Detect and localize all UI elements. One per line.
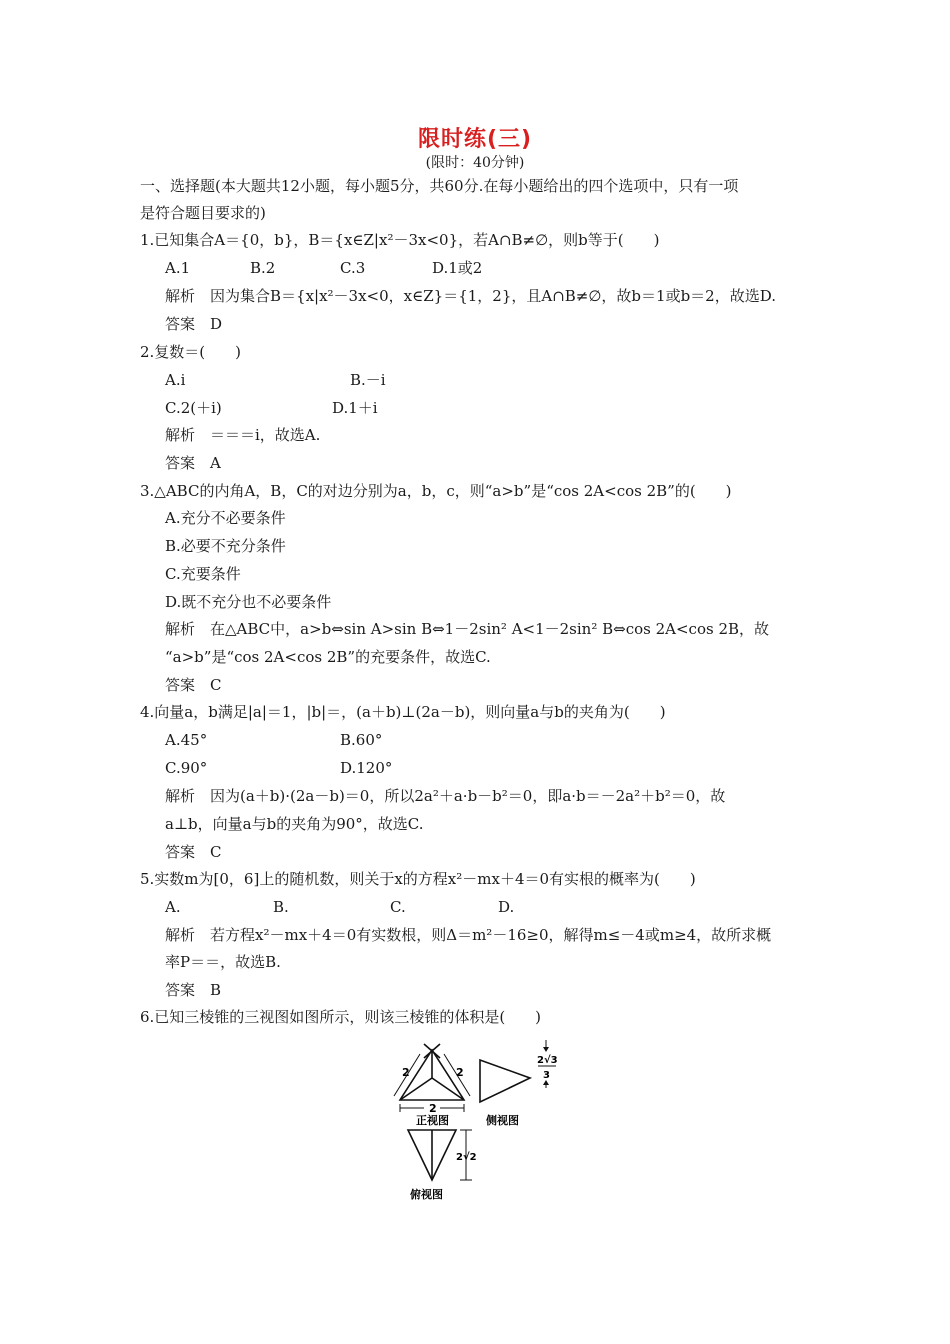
question-5-answer: 答案 B: [165, 981, 222, 999]
question-2-option-a: A.i: [165, 371, 186, 389]
question-3-option-a: A.充分不必要条件: [165, 509, 286, 527]
question-2-answer: 答案 A: [165, 454, 221, 472]
side-dimension-numerator: 2√3: [537, 1055, 558, 1066]
question-1-option-c: C.3: [340, 259, 366, 277]
question-1-answer: 答案 D: [165, 315, 223, 333]
top-dimension: 2√2: [456, 1152, 477, 1163]
question-6-stem: 6.已知三棱锥的三视图如图所示，则该三棱锥的体积是( ): [140, 1008, 542, 1026]
question-4-option-b: B.60°: [340, 731, 383, 749]
question-1-stem: 1.已知集合A＝{0，b}，B＝{x∈Z|x²－3x<0}，若A∩B≠∅，则b等于( ): [140, 231, 660, 249]
side-dimension-denominator: 3: [543, 1070, 550, 1081]
question-2-option-d: D.1＋i: [332, 399, 378, 417]
time-limit-subtitle: (限时：40分钟): [425, 155, 525, 171]
question-2-option-b: B.－i: [350, 371, 386, 389]
side-arrow-down-icon: [543, 1047, 549, 1052]
question-4-analysis-line-1: 解析 因为(a＋b)·(2a－b)＝0，所以2a²＋a·b－b²＝0，即a·b＝－2a²＋b²＝0，故: [165, 787, 726, 805]
question-3-stem: 3.△ABC的内角A，B，C的对边分别为a，b，c，则“a>b”是“cos 2A<cos 2B”的( ): [140, 482, 732, 500]
question-5-analysis-line-1: 解析 若方程x²－mx＋4＝0有实数根，则Δ＝m²－16≥0，解得m≤－4或m≥4，故所求概: [165, 926, 772, 944]
question-4-answer: 答案 C: [165, 843, 222, 861]
question-4-option-a: A.45°: [165, 731, 208, 749]
question-5-option-c: C.: [390, 898, 406, 916]
page-title: 限时练(三): [417, 127, 533, 152]
question-1-option-b: B.2: [250, 259, 276, 277]
side-view-label: 侧视图: [486, 1114, 519, 1127]
question-5-stem: 5.实数m为[0，6]上的随机数，则关于x的方程x²－mx＋4＝0有实根的概率为( ): [140, 870, 696, 888]
question-3-answer: 答案 C: [165, 676, 222, 694]
top-view-label: 俯视图: [410, 1188, 443, 1201]
question-5-option-b: B.: [273, 898, 289, 916]
question-5-option-a: A.: [165, 898, 181, 916]
question-2-option-c: C.2(＋i): [165, 399, 222, 417]
question-3-option-b: B.必要不充分条件: [165, 537, 286, 555]
question-3-analysis-line-1: 解析 在△ABC中，a>b⇔sin A>sin B⇔1－2sin² A<1－2sin² B⇔cos 2A<cos 2B，故: [165, 620, 770, 638]
question-5-option-d: D.: [498, 898, 515, 916]
question-4-analysis-line-2: a⊥b，向量a与b的夹角为90°，故选C.: [165, 815, 424, 833]
question-3-option-c: C.充要条件: [165, 565, 241, 583]
question-3-option-d: D.既不充分也不必要条件: [165, 593, 332, 611]
question-4-stem: 4.向量a，b满足|a|＝1，|b|＝，(a＋b)⊥(2a－b)，则向量a与b的夹角为( ): [140, 703, 666, 721]
question-2-stem: 2.复数＝( ): [140, 343, 242, 361]
question-1-option-d: D.1或2: [432, 259, 483, 277]
front-base-dimension: 2: [429, 1102, 437, 1115]
question-3-analysis-line-2: “a>b”是“cos 2A<cos 2B”的充要条件，故选C.: [165, 648, 491, 666]
section-heading-line-1: 一、选择题(本大题共12小题，每小题5分，共60分.在每小题给出的四个选项中，只有一项: [140, 177, 739, 195]
front-left-dimension: 2: [402, 1066, 410, 1079]
question-4-option-d: D.120°: [340, 759, 393, 777]
section-heading-line-2: 是符合题目要求的): [140, 204, 266, 222]
question-2-analysis: 解析 ＝＝＝i，故选A.: [165, 426, 321, 444]
question-1-option-a: A.1: [165, 259, 191, 277]
question-1-analysis: 解析 因为集合B＝{x|x²－3x<0，x∈Z}＝{1，2}，且A∩B≠∅，故b＝1或b＝2，故选D.: [165, 287, 776, 305]
question-4-option-c: C.90°: [165, 759, 208, 777]
front-view-label: 正视图: [416, 1114, 449, 1127]
front-right-dimension: 2: [456, 1066, 464, 1079]
three-view-figure: [380, 1038, 570, 1208]
question-5-analysis-line-2: 率P＝＝，故选B.: [165, 953, 281, 971]
